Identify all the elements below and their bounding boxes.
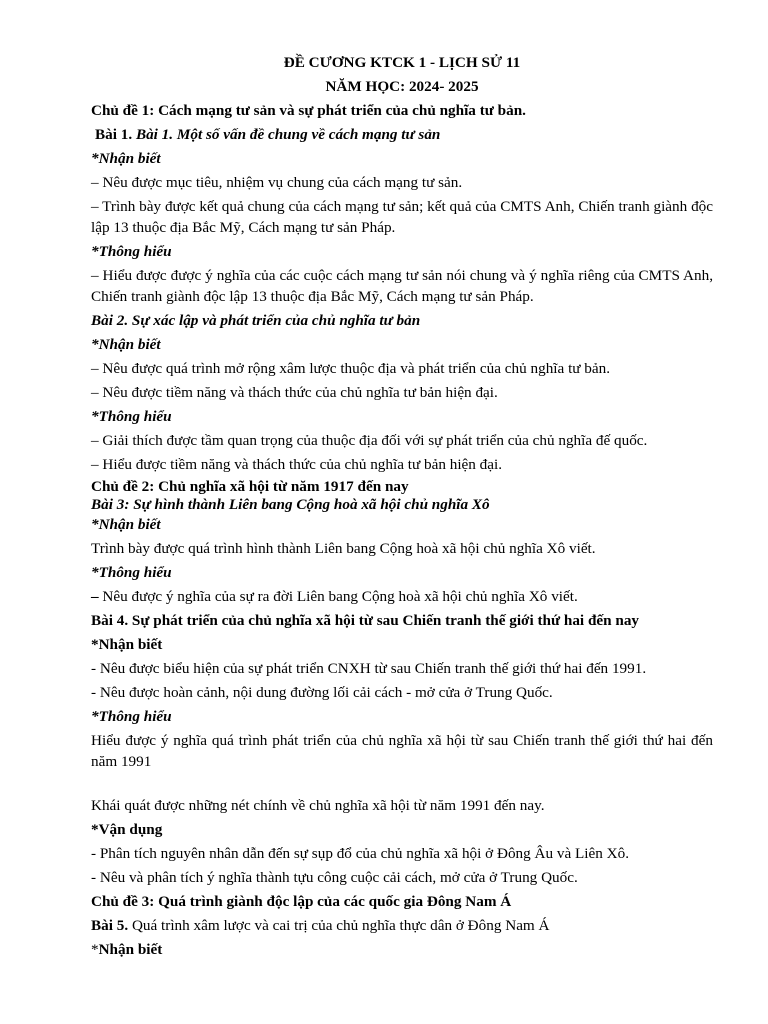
lesson-1-understand-item: – Hiểu được được ý nghĩa của các cuộc cách mạng tư sản nói chung và ý nghĩa riêng của CMTS Anh, Chiến tranh giành độc lập 13 thuộc địa Bắc Mỹ, Cách mạng tư sản Pháp. bbox=[91, 267, 713, 305]
asterisk: * bbox=[91, 941, 99, 958]
lesson-4-recognize-item: - Nêu được biểu hiện của sự phát triển CNXH từ sau Chiến tranh thế giới thứ hai đến 1991. bbox=[91, 660, 647, 677]
lesson-1-recognize-item: – Nêu được mục tiêu, nhiệm vụ chung của cách mạng tư sản. bbox=[91, 174, 463, 191]
lesson-1-understand-label: *Thông hiểu bbox=[91, 243, 172, 260]
topic-2-heading: Chủ đề 2: Chủ nghĩa xã hội từ năm 1917 đến nay bbox=[91, 478, 409, 495]
lesson-5-heading bbox=[91, 915, 713, 936]
lesson-3-understand-item bbox=[91, 586, 713, 607]
lesson-1-number: Bài 1. bbox=[95, 126, 133, 143]
lesson-4-apply-item: - Phân tích nguyên nhân dẫn đến sự sụp đổ của chủ nghĩa xã hội ở Đông Âu và Liên Xô. bbox=[91, 845, 630, 862]
document-title: ĐỀ CƯƠNG KTCK 1 - LỊCH SỬ 11 bbox=[283, 54, 521, 71]
dash-marker: – bbox=[91, 588, 99, 605]
lesson-5-recognize-label bbox=[91, 939, 713, 960]
lesson-4-apply-label: *Vận dụng bbox=[91, 821, 163, 838]
lesson-5-recognize-text: Nhận biết bbox=[98, 941, 163, 958]
lesson-1-heading bbox=[91, 124, 713, 145]
lesson-2-understand-item: – Giải thích được tầm quan trọng của thuộc địa đối với sự phát triển của chủ nghĩa đế quốc. bbox=[91, 432, 648, 449]
lesson-3-recognize-item: Trình bày được quá trình hình thành Liên bang Cộng hoà xã hội chủ nghĩa Xô viết. bbox=[91, 540, 596, 557]
lesson-3-title: Bài 3: Sự hình thành Liên bang Cộng hoà xã hội chủ nghĩa Xô bbox=[91, 496, 490, 513]
lesson-4-title: Bài 4. Sự phát triển của chủ nghĩa xã hội từ sau Chiến tranh thế giới thứ hai đến nay bbox=[91, 612, 640, 629]
lesson-1-title: Bài 1. Một số vấn đề chung về cách mạng tư sản bbox=[135, 126, 441, 143]
lesson-2-recognize-label: *Nhận biết bbox=[91, 336, 161, 353]
lesson-2-recognize-item: – Nêu được quá trình mở rộng xâm lược thuộc địa và phát triển của chủ nghĩa tư bản. bbox=[91, 360, 611, 377]
topic-3-heading: Chủ đề 3: Quá trình giành độc lập của các quốc gia Đông Nam Á bbox=[91, 893, 512, 910]
document-page bbox=[91, 52, 713, 963]
lesson-2-recognize-item: – Nêu được tiềm năng và thách thức của chủ nghĩa tư bản hiện đại. bbox=[91, 384, 498, 401]
lesson-2-title: Bài 2. Sự xác lập và phát triển của chủ nghĩa tư bản bbox=[91, 312, 421, 329]
lesson-4-apply-item: - Nêu và phân tích ý nghĩa thành tựu công cuộc cải cách, mở cửa ở Trung Quốc. bbox=[91, 869, 578, 886]
lesson-3-recognize-label: *Nhận biết bbox=[91, 516, 161, 533]
lesson-4-recognize-item: - Nêu được hoàn cảnh, nội dung đường lối cải cách - mở cửa ở Trung Quốc. bbox=[91, 684, 553, 701]
topic-1-heading: Chủ đề 1: Cách mạng tư sản và sự phát triển của chủ nghĩa tư bản. bbox=[91, 102, 526, 119]
lesson-3-understand-text: Nêu được ý nghĩa của sự ra đời Liên bang Cộng hoà xã hội chủ nghĩa Xô viết. bbox=[98, 588, 578, 605]
lesson-4-recognize-label: *Nhận biết bbox=[91, 636, 163, 653]
school-year: NĂM HỌC: 2024- 2025 bbox=[325, 78, 479, 95]
lesson-3-understand-label: *Thông hiểu bbox=[91, 564, 172, 581]
lesson-1-recognize-label: *Nhận biết bbox=[91, 150, 161, 167]
lesson-2-understand-label: *Thông hiểu bbox=[91, 408, 172, 425]
blank-line bbox=[91, 775, 713, 795]
lesson-1-recognize-item: – Trình bày được kết quả chung của cách mạng tư sản; kết quả của CMTS Anh, Chiến tranh giành độc lập 13 thuộc địa Bắc Mỹ, Cách mạng tư sản Pháp. bbox=[91, 198, 713, 236]
lesson-2-understand-item: – Hiểu được tiềm năng và thách thức của chủ nghĩa tư bản hiện đại. bbox=[91, 456, 503, 473]
lesson-5-title: Quá trình xâm lược và cai trị của chủ nghĩa thực dân ở Đông Nam Á bbox=[128, 917, 550, 934]
lesson-5-number: Bài 5. bbox=[91, 917, 129, 934]
lesson-4-understand-item: Khái quát được những nét chính về chủ nghĩa xã hội từ năm 1991 đến nay. bbox=[91, 797, 545, 814]
lesson-4-understand-label: *Thông hiểu bbox=[91, 708, 172, 725]
lesson-4-understand-item: Hiểu được ý nghĩa quá trình phát triển của chủ nghĩa xã hội từ sau Chiến tranh thế giới thứ hai đến năm 1991 bbox=[91, 732, 713, 770]
